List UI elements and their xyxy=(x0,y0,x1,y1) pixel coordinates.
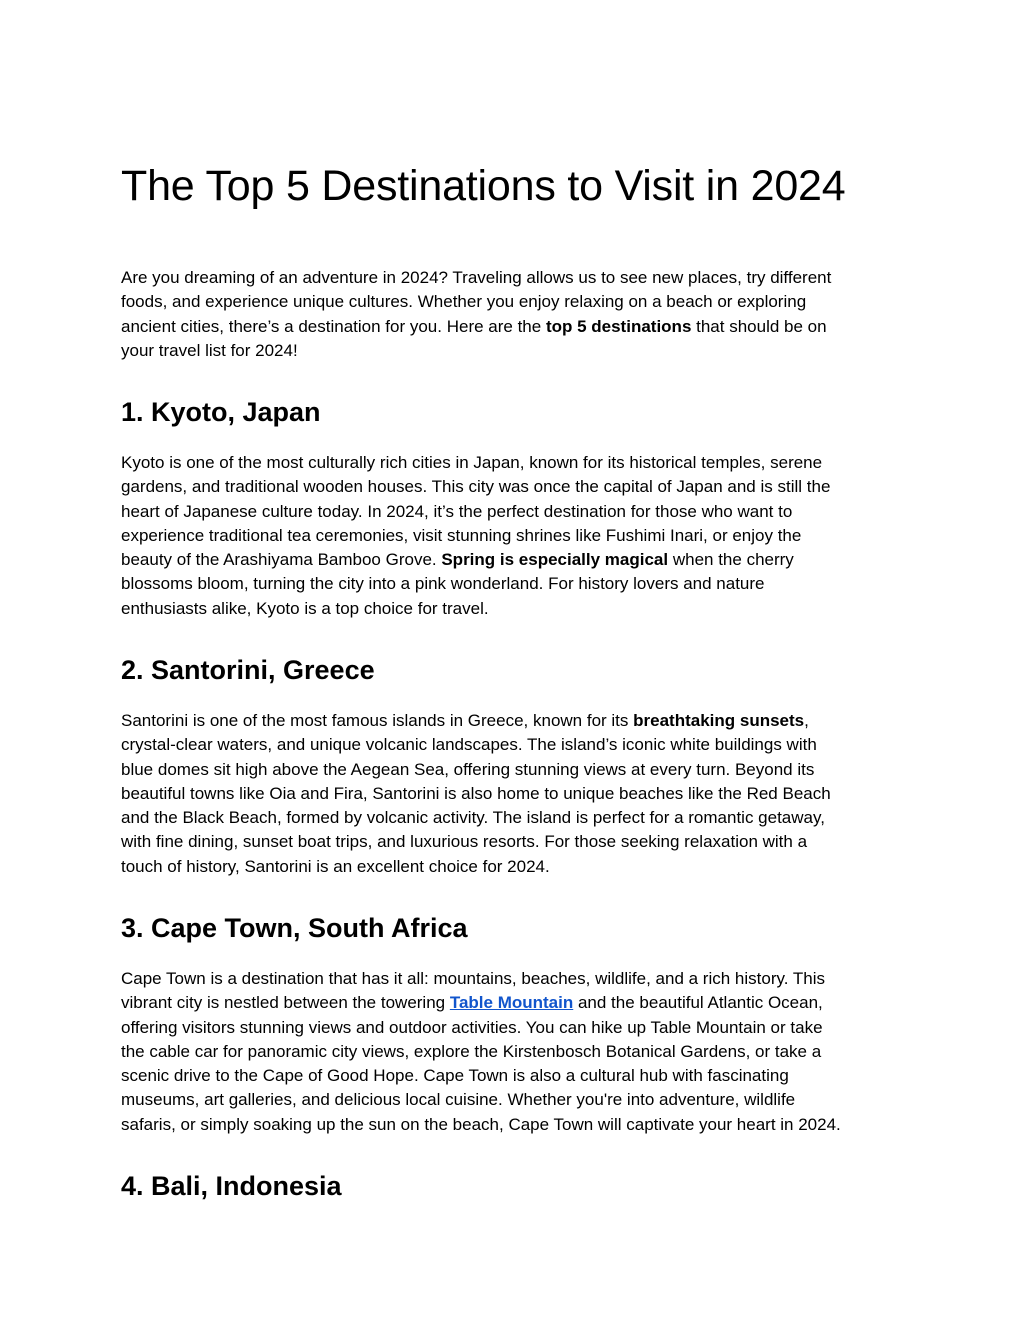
text-line: blue domes sit high above the Aegean Sea, offering stunning views at every turn. Beyond its xyxy=(121,759,815,779)
text-span: and the beautiful Atlantic Ocean, xyxy=(573,993,823,1013)
text-span: Santorini is one of the most famous islands in Greece, known for its xyxy=(121,711,634,730)
text-span: that should be on xyxy=(691,316,827,336)
text-line: with fine dining, sunset boat trips, and luxurious resorts. For those seeking relaxation with a xyxy=(121,832,808,852)
text-line xyxy=(121,991,911,1015)
text-line xyxy=(121,709,911,733)
text-line xyxy=(121,315,911,339)
text-line: safaris, or simply soaking up the sun on the beach, Cape Town will captivate your heart in 2024. xyxy=(121,1114,841,1134)
text-line: offering visitors stunning views and outdoor activities. You can hike up Table Mountain or take xyxy=(121,1017,823,1037)
text-line: Cape Town is a destination that has it all: mountains, beaches, wildlife, and a rich history. This xyxy=(121,969,825,988)
text-span: ancient cities, there’s a destination for you. Here are the xyxy=(121,316,546,336)
section-paragraph-santorini xyxy=(121,709,911,879)
section-paragraph-cape-town xyxy=(121,967,911,1137)
text-line: enthusiasts alike, Kyoto is a top choice for travel. xyxy=(121,598,489,618)
text-line: experience traditional tea ceremonies, visit stunning shrines like Fushimi Inari, or enjoy the xyxy=(121,525,802,545)
intro-paragraph xyxy=(121,266,911,363)
text-line: and the Black Beach, formed by volcanic activity. The island is perfect for a romantic getaway, xyxy=(121,808,825,828)
text-line: blossoms bloom, turning the city into a pink wonderland. For history lovers and nature xyxy=(121,574,765,594)
text-span: beauty of the Arashiyama Bamboo Grove. xyxy=(121,550,442,570)
text-line: beautiful towns like Oia and Fira, Santorini is also home to unique beaches like the Red Beach xyxy=(121,783,831,803)
bold-text: Spring is especially magical xyxy=(441,550,669,570)
text-line: Are you dreaming of an adventure in 2024? Traveling allows us to see new places, try different xyxy=(121,268,832,287)
text-line: Kyoto is one of the most culturally rich cities in Japan, known for its historical temples, serene xyxy=(121,453,823,472)
section-heading-kyoto: 1. Kyoto, Japan xyxy=(121,397,321,427)
text-line: gardens, and traditional wooden houses. This city was once the capital of Japan and is still the xyxy=(121,477,831,497)
bold-text: breathtaking sunsets xyxy=(633,711,805,730)
text-line: museums, art galleries, and delicious local cuisine. Whether you're into adventure, wildlife xyxy=(121,1090,796,1110)
text-line xyxy=(121,548,911,572)
text-line: foods, and experience unique cultures. Whether you enjoy relaxing on a beach or exploring xyxy=(121,292,807,312)
text-line: touch of history, Santorini is an excellent choice for 2024. xyxy=(121,856,550,876)
table-mountain-link[interactable]: Table Mountain xyxy=(449,993,574,1013)
bold-text: top 5 destinations xyxy=(545,316,692,336)
text-line: crystal-clear waters, and unique volcanic landscapes. The island’s iconic white buildings with xyxy=(121,735,817,755)
text-line: the cable car for panoramic city views, explore the Kirstenbosch Botanical Gardens, or take a xyxy=(121,1041,822,1061)
text-span: , xyxy=(804,711,809,730)
text-span: when the cherry xyxy=(668,550,794,570)
section-heading-santorini: 2. Santorini, Greece xyxy=(121,655,375,685)
section-paragraph-kyoto xyxy=(121,451,911,621)
text-line: heart of Japanese culture today. In 2024, it’s the perfect destination for those who want to xyxy=(121,501,793,521)
text-line: your travel list for 2024! xyxy=(121,340,298,360)
page-title: The Top 5 Destinations to Visit in 2024 xyxy=(121,162,846,210)
text-line: scenic drive to the Cape of Good Hope. Cape Town is also a cultural hub with fascinating xyxy=(121,1066,789,1086)
section-heading-bali: 4. Bali, Indonesia xyxy=(121,1171,342,1201)
section-heading-cape-town: 3. Cape Town, South Africa xyxy=(121,913,468,943)
text-span: vibrant city is nestled between the towering xyxy=(121,993,450,1013)
